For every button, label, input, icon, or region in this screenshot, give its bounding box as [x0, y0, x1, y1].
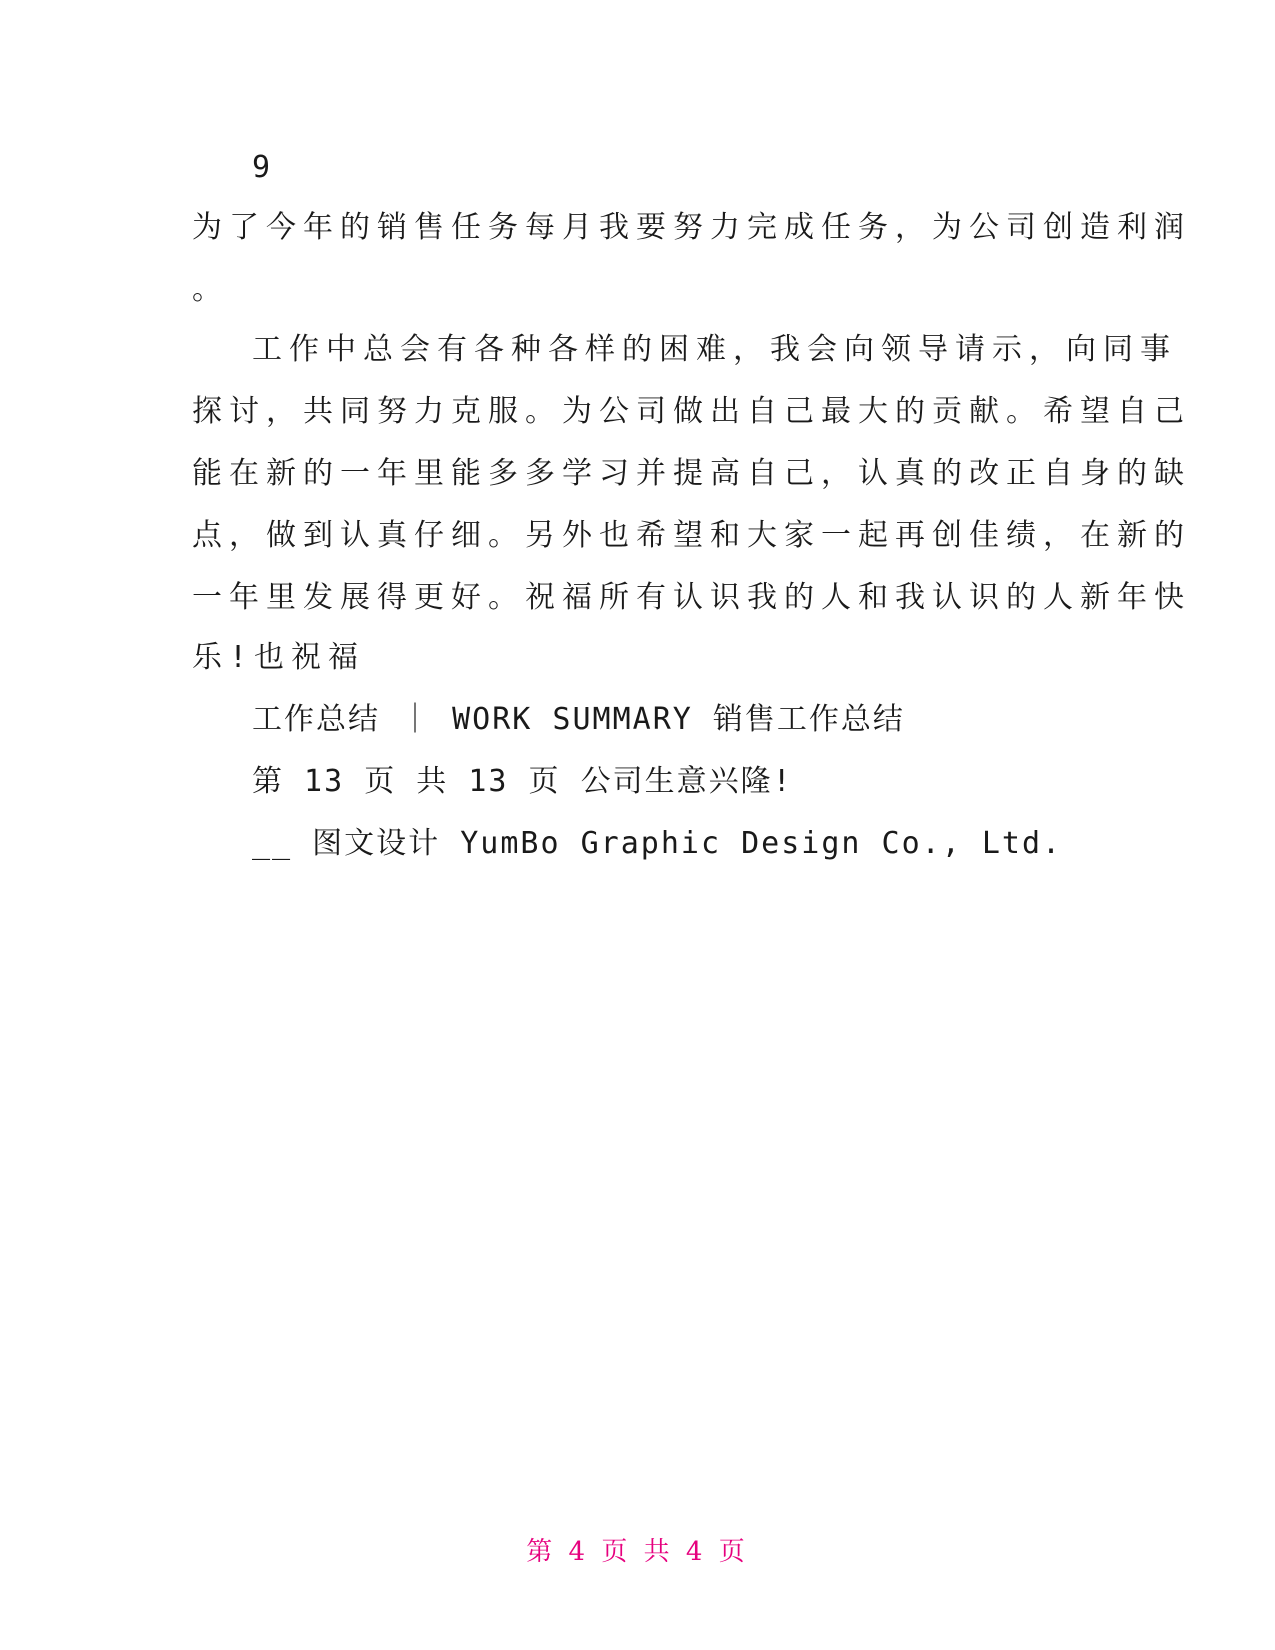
paragraph-line: 能在新的一年里能多多学习并提高自己，认真的改正自身的缺: [192, 456, 1191, 491]
paragraph-line: 乐!也祝福: [192, 640, 366, 675]
paragraph-line: 。: [192, 272, 229, 307]
page-footer: 第 4 页 共 4 页: [526, 1537, 749, 1567]
design-credit-line: __ 图文设计 YumBo Graphic Design Co., Ltd.: [252, 826, 1063, 861]
page-count-line: 第 13 页 共 13 页 公司生意兴隆!: [252, 764, 793, 799]
page-number-marker: 9: [252, 150, 273, 185]
paragraph-line: 探讨，共同努力克服。为公司做出自己最大的贡献。希望自己: [192, 394, 1191, 429]
paragraph-line: 一年里发展得更好。祝福所有认识我的人和我认识的人新年快: [192, 580, 1191, 615]
summary-title-line: 工作总结 ｜ WORK SUMMARY 销售工作总结: [252, 702, 905, 737]
paragraph-line: 为了今年的销售任务每月我要努力完成任务，为公司创造利润: [192, 210, 1191, 245]
paragraph-line: 工作中总会有各种各样的困难，我会向领导请示，向同事: [252, 332, 1177, 367]
paragraph-line: 点，做到认真仔细。另外也希望和大家一起再创佳绩，在新的: [192, 518, 1191, 553]
